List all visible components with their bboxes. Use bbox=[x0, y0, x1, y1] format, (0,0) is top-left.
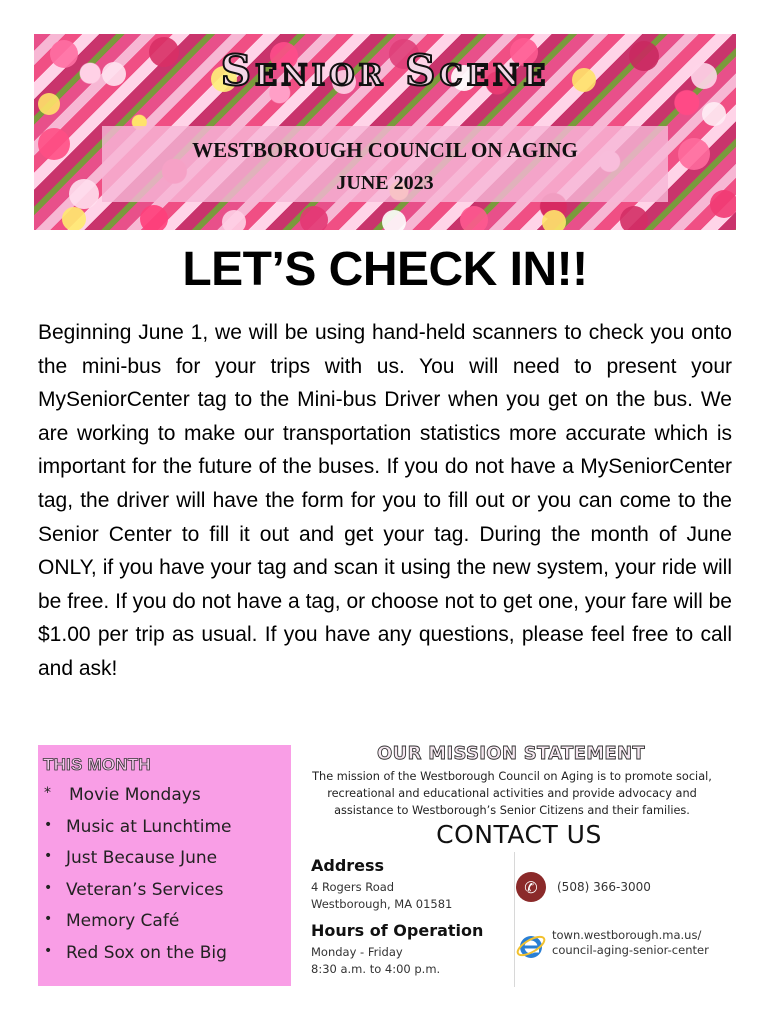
internet-explorer-icon bbox=[515, 930, 547, 962]
address-line-2: Westborough, MA 01581 bbox=[311, 897, 453, 911]
mission-text: The mission of the Westborough Council on Aging is to promote social, recreational and educational activities and provide advocacy and assistance to Westborough’s Senior Citizens and their families. bbox=[312, 770, 712, 817]
phone-icon: ✆ bbox=[516, 872, 546, 902]
contact-divider bbox=[514, 852, 515, 987]
list-item-label: Memory Café bbox=[66, 911, 180, 931]
organization-name: WESTBOROUGH COUNCIL ON AGING bbox=[192, 138, 578, 162]
address-heading: Address bbox=[311, 856, 385, 875]
bullet: • bbox=[44, 879, 53, 896]
article-headline: LET’S CHECK IN!! bbox=[182, 243, 588, 296]
bullet: • bbox=[44, 848, 53, 864]
contact-title: CONTACT US bbox=[436, 820, 602, 849]
this-month-heading: THIS MONTH bbox=[43, 755, 151, 774]
phone-number[interactable]: (508) 366-3000 bbox=[557, 880, 651, 894]
newsletter-title: Senior Scene bbox=[220, 46, 550, 95]
list-item-label: Music at Lunchtime bbox=[66, 816, 232, 837]
list-item-label: Just Because June bbox=[66, 848, 218, 868]
bullet: • bbox=[44, 911, 53, 927]
bullet: * bbox=[44, 785, 51, 801]
header-banner bbox=[34, 34, 736, 230]
website-line-1: town.westborough.ma.us/ bbox=[552, 928, 702, 942]
list-item-label: Red Sox on the Big bbox=[66, 942, 227, 963]
list-item-label: Movie Mondays bbox=[69, 785, 201, 805]
banner-subtitle-panel bbox=[102, 126, 668, 202]
this-month-box bbox=[38, 745, 291, 986]
hours-line-1: Monday - Friday bbox=[311, 945, 403, 959]
website-link[interactable] bbox=[552, 928, 709, 958]
hours-line-2: 8:30 a.m. to 4:00 p.m. bbox=[311, 962, 441, 976]
mission-title: OUR MISSION STATEMENT bbox=[377, 743, 645, 764]
website-line-2: council-aging-senior-center bbox=[552, 943, 709, 957]
article-body: Beginning June 1, we will be using hand-held scanners to check you onto the mini-bus for your trips with us. You will need to present your MySeniorCenter tag to the Mini-bus Driver when you get on the bus. We are working to make our transportation statistics more accurate which is important for the future of the buses. If you do not have a MySeniorCenter tag, the driver will have the form for you to fill out or you can come to the Senior Center to fill it out and get your tag. During the month of June ONLY, if you have your tag and scan it using the new system, your ride will be free. If you do not have a tag, or choose not to get one, your fare will be $1.00 per trip as usual. If you have any questions, please feel free to call and ask! bbox=[38, 321, 732, 680]
bullet: • bbox=[44, 816, 53, 833]
list-item-label: Veteran’s Services bbox=[66, 879, 224, 900]
address-line-1: 4 Rogers Road bbox=[311, 880, 395, 894]
hours-heading: Hours of Operation bbox=[311, 921, 484, 940]
bullet: • bbox=[44, 942, 53, 959]
issue-date: JUNE 2023 bbox=[336, 172, 434, 194]
